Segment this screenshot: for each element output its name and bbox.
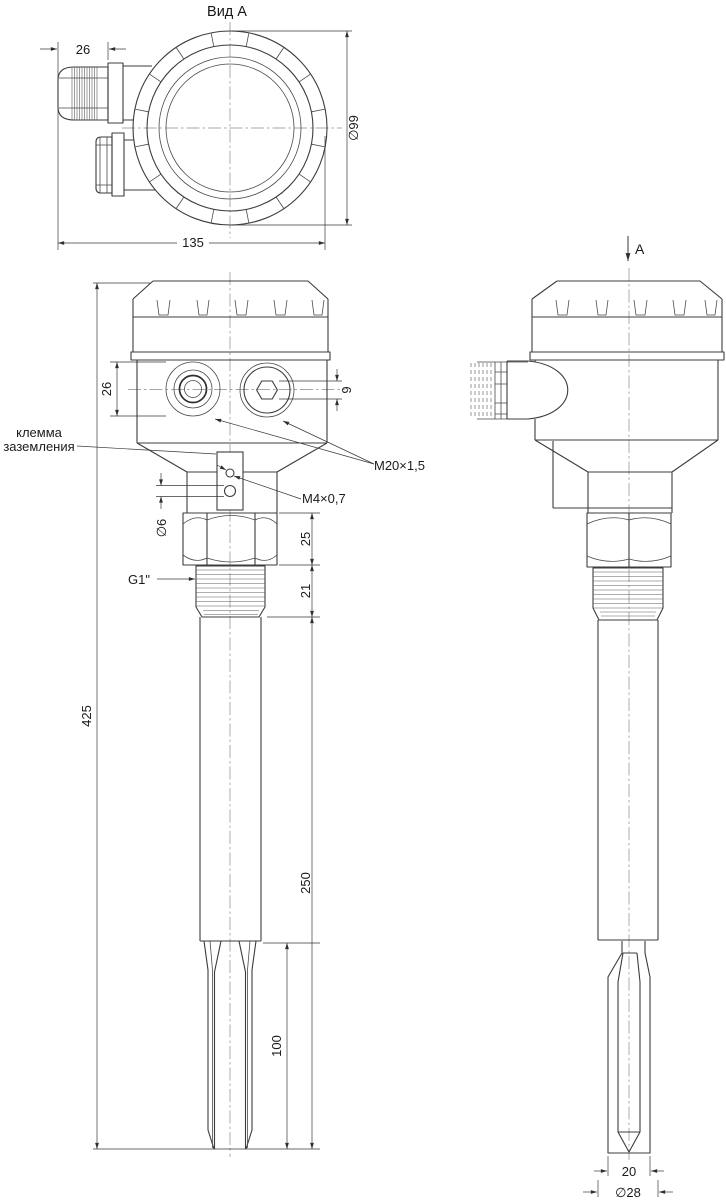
housing-cap-side [530,281,724,360]
neck-side [535,440,718,513]
centerlines-top-view [122,22,342,238]
cable-entry-thread-label: M20×1,5 [374,458,425,473]
side-view-dimensions [583,1156,673,1200]
ground-terminal-tab [217,452,243,510]
dim-overall-width: 135 [182,235,204,250]
top-view [40,4,361,250]
centerlines-front-view [128,272,345,1157]
dim-gland-width: 26 [75,42,91,57]
process-thread-side [593,568,663,620]
probe-tube-front [200,617,261,941]
dim-fork-length: 100 [269,1035,284,1057]
dim-pipe-diameter: ∅28 [615,1185,641,1200]
ground-terminal-label-line2: заземления [3,439,75,454]
view-a-title: Вид А [207,4,247,20]
dim-thread-length: 21 [298,583,313,599]
ground-screw-label: M4×0,7 [302,491,346,506]
second-cable-entry-top [96,133,156,196]
front-view-labels [3,419,425,587]
dim-overall-length: 425 [79,705,94,727]
front-view-dimensions [79,283,354,1149]
front-view [3,272,425,1157]
housing-body-side [471,360,718,440]
dim-hex-height: 25 [298,531,313,547]
dim-housing-diameter: ∅99 [346,115,361,141]
cable-gland-top [58,63,152,123]
blind-plug-front [240,363,294,417]
dim-hex-socket: 9 [339,386,354,394]
hex-socket [257,381,278,399]
hex-nut-side [587,513,671,567]
neck-front [137,443,327,513]
cable-gland-side [471,361,568,419]
ground-terminal-label-line1: клемма [16,425,62,440]
process-thread-front [196,566,265,617]
process-connection-label: G1" [128,572,150,587]
probe-tube-side [598,620,658,940]
view-arrow-label: A [635,241,645,257]
housing-cap-front [131,281,330,360]
dim-immersion-length: 250 [298,872,313,894]
view-direction-arrow [628,236,645,261]
dim-fork-width: 20 [621,1164,637,1179]
housing-body-front [137,360,327,443]
side-view [471,236,724,1200]
dim-ground-hole: ∅6 [154,518,169,538]
dim-gland-diameter: 26 [99,381,114,397]
